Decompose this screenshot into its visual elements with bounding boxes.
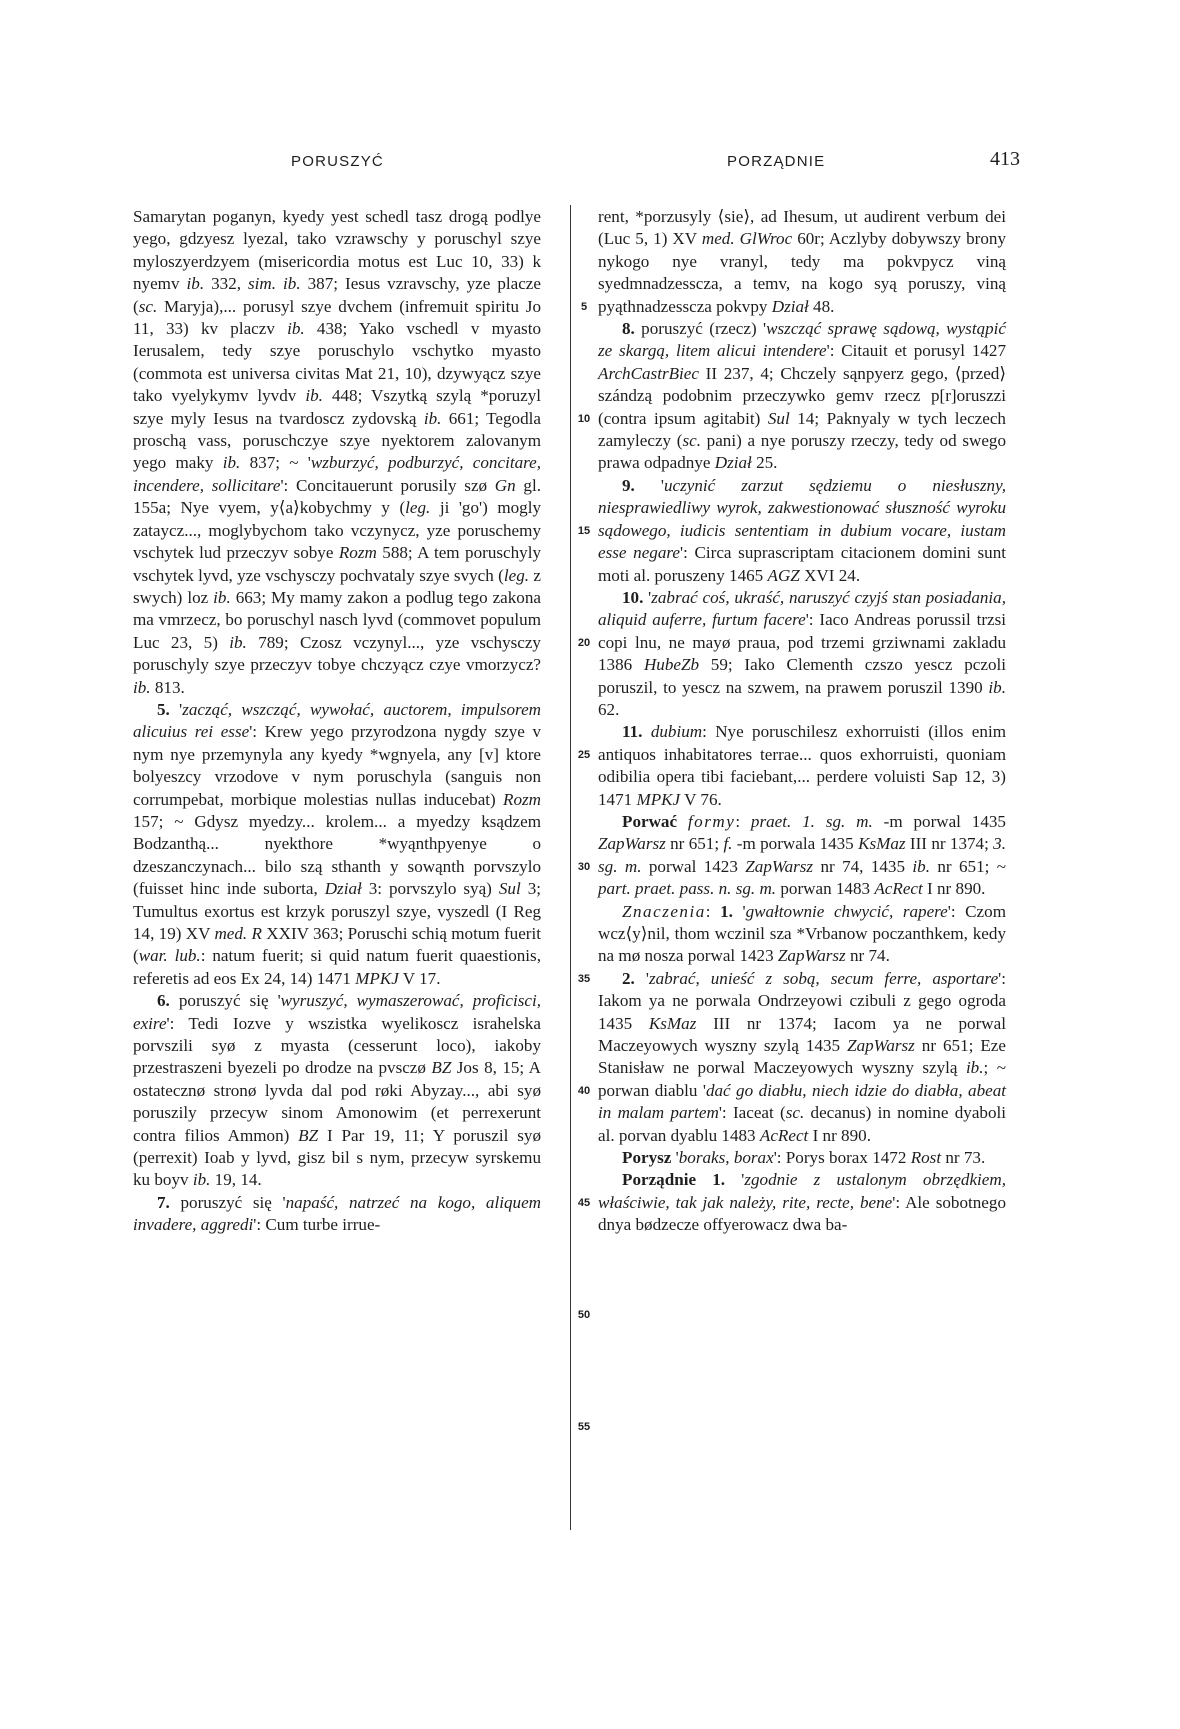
text-run: 837; ~ ' <box>240 453 311 473</box>
text-run: -m porwal 1435 <box>872 811 1006 831</box>
text-run: HubeZb <box>643 655 700 675</box>
text-run: f. <box>723 834 733 854</box>
dictionary-paragraph <box>598 475 1006 587</box>
text-run: -m porwala 1435 <box>732 834 859 854</box>
text-run: nr 651; <box>665 834 724 854</box>
text-run: ib. <box>213 587 231 607</box>
text-run: zabrać, unieść z sobą, secum ferre, asportare <box>648 968 999 988</box>
text-run: II 237, 4; Chczely sąnpyerz gego, ⟨przed⟩ szándzą podobnim przeczywko gemv rzecz p[r]oruszzi (contra ipsum agitabit) <box>598 363 1006 428</box>
page-number: 413 <box>990 148 1020 170</box>
text-run: zabrać coś, ukraść, naruszyć czyjś stan posiadania, aliquid auferre, furtum facere <box>598 587 1007 630</box>
text-run: ib. <box>988 677 1006 697</box>
text-run: 3: porvszylo syą) <box>361 879 499 899</box>
text-run: sc. <box>785 1103 805 1123</box>
text-run: I nr 890. <box>808 1125 871 1145</box>
text-run: war. lub. <box>138 946 201 966</box>
dictionary-paragraph <box>598 318 1006 475</box>
text-run: dać go diabłu, niech idzie do diabła, abeat in malam partem <box>598 1080 1006 1123</box>
text-run: 48. <box>808 296 835 316</box>
text-run: ZapWarsz <box>847 1036 915 1056</box>
text-run: ib. <box>133 677 151 697</box>
text-run: Sul <box>767 408 790 428</box>
text-run: 438; Yako vschedl v myasto Ierusalem, tedy szye poruschylo vschytko myasto (commota est universa civitas Mat 21, 10), dzywyącz szye tako vyelykymv lyvdv <box>133 319 542 406</box>
text-run: boraks, borax <box>678 1148 774 1168</box>
text-run: 813. <box>150 677 185 697</box>
text-run: ib. <box>186 274 205 294</box>
text-run: wyruszyć, wymaszerować, proficisci, exire <box>133 991 541 1033</box>
text-run: ib. <box>192 1170 211 1190</box>
text-run: ' <box>725 1170 745 1190</box>
text-run: ' <box>643 587 652 607</box>
text-run: 11. <box>622 722 643 742</box>
text-run: napaść, natrzeć na kogo, aliquem invadere, aggredi <box>133 1192 541 1235</box>
text-run: ArchCastrBiec <box>598 363 699 383</box>
text-run: 332, <box>204 274 249 294</box>
text-run: part. praet. pass. n. sg. m. <box>598 879 777 899</box>
text-run: Porządnie 1. <box>622 1170 726 1190</box>
text-run: ' <box>671 1148 679 1168</box>
text-run: 1. <box>720 901 733 921</box>
text-run: 448; Vszytką szylą *poruzyl szye myly Iesus na tvardoscz zydovską <box>133 386 542 428</box>
text-run: 14; Paknyaly w tych leczech zamyleczy ( <box>598 408 1006 451</box>
dictionary-paragraph <box>598 901 1006 968</box>
dictionary-paragraph <box>598 206 1006 318</box>
text-run: ' <box>634 475 664 495</box>
text-run: decanus) in nomine dyaboli al. porvan dyablu 1483 <box>598 1103 1006 1145</box>
text-run: 59; Iako Clementh czszo yescz pczoli poruszil, to yescz na szwem, na prawem poruszil 1390 <box>598 655 1006 697</box>
text-run: med. GlWroc <box>701 229 793 249</box>
text-run: poruszyć (rzecz) ' <box>634 319 767 339</box>
line-number: 40 <box>577 1084 591 1097</box>
text-run: gl. 155a; Nye vyem, y⟨a⟩kobychmy y ( <box>133 475 541 518</box>
text-run: I nr 890. <box>922 879 986 899</box>
text-run: ': Iaceat ( <box>718 1103 786 1123</box>
dictionary-paragraph <box>598 811 1006 901</box>
text-run: 3; Tumultus exortus est krzyk poruszyl szye, vyszedl (I Reg 14, 19) XV <box>133 879 541 943</box>
left-column <box>133 206 541 1237</box>
text-run: : <box>735 811 751 831</box>
text-run: gwałtownie chwycić, rapere <box>745 901 948 921</box>
text-run <box>642 722 650 741</box>
text-run: I Par 19, 11; Y poruszil syø (perrexit) Ioab y lyvd, gisz bil s nym, przecyw syrskemu ku boyv <box>133 1125 541 1190</box>
text-run: 7. <box>157 1192 170 1212</box>
text-run: nr 651; Eze Stanisław ne porwal Maczeyowych wyszny szylą <box>598 1036 1006 1078</box>
text-run: Maryja),... porusyl szye dvchem (infremuit spiritu Jo 11, 33) kv placzv <box>133 296 541 339</box>
text-run: formy <box>687 811 736 831</box>
dictionary-paragraph <box>598 587 1006 721</box>
text-run: V 17. <box>398 968 441 988</box>
text-run: 661; Tegodla proschą vass, poruschczye szye nyektorem zalovanym yego maky <box>133 408 541 473</box>
text-run: nr 74, 1435 <box>813 856 913 876</box>
text-run: z swych) loz <box>133 565 541 607</box>
text-run: ib. <box>965 1058 984 1078</box>
line-number: 45 <box>577 1196 591 1209</box>
text-run: 663; My mamy zakon a podlug tego zakona ma vmrzecz, bo poruschyl nasch lyvd (commovet populum Luc 23, 5) <box>133 587 541 652</box>
text-run: 25. <box>751 453 778 473</box>
text-run: Dział <box>771 296 809 316</box>
text-run: ' <box>732 901 746 921</box>
text-run: BZ <box>298 1125 319 1145</box>
text-run: ib. <box>305 386 323 406</box>
text-run: Znaczenia <box>622 901 706 921</box>
dictionary-paragraph <box>598 721 1006 811</box>
text-run: AGZ <box>767 565 800 585</box>
text-run: Rozm <box>338 543 377 563</box>
text-run: 60r; Aczlyby dobywszy brony nykogo nye vranyl, tedy ma pokvpycz viną syedmnadzesscza, a temv, na kogo syą poruszy, viną pyąthnadzesscza pokvpy <box>598 229 1006 316</box>
text-run: Dział <box>324 879 362 899</box>
line-number: 35 <box>577 972 591 985</box>
text-run: poruszyć się ' <box>169 991 281 1011</box>
text-run: 10. <box>622 587 644 607</box>
text-run: ; ~ porwan diablu ' <box>598 1058 1006 1100</box>
running-header-left: PORUSZYĆ <box>291 153 384 170</box>
text-run: ' <box>634 968 649 988</box>
dictionary-paragraph <box>598 1147 1006 1169</box>
line-number: 10 <box>577 412 591 425</box>
text-run: sc. <box>138 296 158 316</box>
text-run: ': Porys borax 1472 <box>773 1148 911 1168</box>
text-run: zgodnie z ustalonym obrzędkiem, właściwie, tak jak należy, rite, recte, bene <box>598 1170 1007 1212</box>
text-run: XXIV 363; Poruschi schią motum fuerit ( <box>133 924 541 966</box>
text-run: Porwać <box>622 811 678 831</box>
text-run <box>677 812 688 831</box>
text-run: uczynić zarzut sędziemu o niesłuszny, niesprawiedliwy wyrok, zakwestionować słuszność wyroku sądowego, iudicis sententiam in dubium vocare, iustam esse negare <box>598 475 1006 563</box>
text-run: Rozm <box>503 789 541 809</box>
text-run: ZapWarsz <box>745 856 814 876</box>
text-run: wzburzyć, podburzyć, concitare, incendere, sollicitare <box>133 453 541 495</box>
text-run: : <box>705 901 721 921</box>
text-run: Sul <box>498 879 521 899</box>
dictionary-paragraph <box>133 699 541 990</box>
text-run: zacząć, wszcząć, wywołać, auctorem, impulsorem alicuius rei esse <box>133 699 542 742</box>
text-run: III nr 1374; <box>905 834 994 854</box>
text-run: sim. ib. <box>248 274 301 294</box>
text-run: 588; A tem poruschyly vschytek lyvd, yze vschysczy pochvataly szye svych ( <box>133 543 541 585</box>
text-run: 19, 14. <box>210 1170 262 1190</box>
text-run: 157; ~ Gdysz myedzy... krolem... a myedzy ksądzem Bodzanthą... nyekthore *wyąnthpyenye o dzeszanczynach... bilo szą sthanth y sowąnth porvszylo (fuisset hinc inde suborta, <box>133 811 541 899</box>
text-run: porwal 1423 <box>641 856 746 876</box>
text-run: 2. <box>622 968 635 988</box>
line-number: 30 <box>577 860 591 873</box>
text-run: III nr 1374; Iacom ya ne porwal Maczeyowych wyszny szylą 1435 <box>598 1013 1006 1056</box>
dictionary-paragraph <box>133 990 541 1192</box>
text-run: ': Iakom ya ne porwala Ondrzeyowi czibuli z gego ogroda 1435 <box>598 968 1007 1033</box>
text-run: 8. <box>622 319 635 339</box>
text-run: : natum fuerit; si quid natum fuerit quaestionis, referetis ad eos Ex 24, 14) 1471 <box>133 946 541 988</box>
text-run: Samarytan poganyn, kyedy yest schedl tasz drogą podlye yego, gdzyesz lyezal, tako vzrawschy y poruschyl szye myloszyerdzyem (misericordia motus est Luc 10, 33) k nyemv <box>133 207 541 294</box>
text-run: KsMaz <box>858 834 906 854</box>
text-run: ': Czom wcz⟨y⟩nil, thom wczinil sza *Vrbanow poczanthkem, kedy na mø nosza porwal 1423 <box>598 901 1006 966</box>
text-run: ': Cum turbe irrue- <box>253 1215 381 1235</box>
dictionary-paragraph <box>598 968 1006 1147</box>
text-run: ib. <box>287 319 305 339</box>
text-run: ': Citauit et porusyl 1427 <box>826 341 1007 361</box>
text-run: ji 'go') mogly zataycz..., moglybychom tako vczynycz, yze poruschemy vschytek lud przeczyv sobye <box>133 498 541 563</box>
text-run: pani) a nye poruszy rzeczy, tedy od swego prawa odpadnye <box>598 431 1006 473</box>
text-run: sc. <box>682 431 701 451</box>
text-run: ZapWarsz <box>777 946 846 966</box>
text-run: ': Ale sobotnego dnya bødzecze offyerowacz dwa ba- <box>598 1192 1006 1235</box>
text-run: 387; Iesus vzravschy, yze placze ( <box>133 274 541 316</box>
text-run: 62. <box>598 699 620 719</box>
text-run: nr 73. <box>941 1148 986 1168</box>
text-run: nr 651; ~ <box>929 856 1007 876</box>
text-run: Gn <box>494 475 516 495</box>
text-run: porwan 1483 <box>776 879 875 899</box>
text-run: AcRect <box>759 1125 809 1145</box>
dictionary-paragraph <box>598 1169 1006 1236</box>
text-run: poruszyć się ' <box>169 1192 286 1212</box>
text-run: med. R <box>214 924 262 943</box>
text-run: ' <box>169 699 183 719</box>
text-run: ib. <box>423 408 442 428</box>
text-run: Dział <box>714 453 752 473</box>
text-run: leg. <box>503 565 530 585</box>
right-column <box>598 206 1006 1237</box>
text-run: dubium <box>650 722 703 742</box>
text-run: XVI 24. <box>799 565 861 585</box>
text-run: ZapWarsz <box>598 834 666 854</box>
text-run: ': Krew yego przyrodzona nygdy szye v nym nye przemynyla any kyedy *wgnyela, any [v] ktore bolyeszcy vrzodove v nym poruschyla (sanguis non corrumpebat, morbique molestias nullas inducebat) <box>133 722 542 809</box>
text-run: Rost <box>910 1148 942 1168</box>
text-run: MPKJ <box>636 789 681 809</box>
line-number: 25 <box>577 748 591 761</box>
line-number: 5 <box>580 300 588 313</box>
text-run: ': Iaco Andreas porussil trzsi copi lnu, ne mayø praua, pod trzemi grziwnami zakladu 1386 <box>598 610 1006 675</box>
text-run: wszcząć sprawę sądową, wystąpić ze skargą, litem alicui intendere <box>598 319 1006 361</box>
text-run: Porysz <box>622 1148 672 1168</box>
line-number: 15 <box>577 524 591 537</box>
text-run: BZ <box>431 1058 452 1078</box>
line-number: 50 <box>577 1308 591 1321</box>
text-run: ': Circa suprascriptam citacionem domini sunt moti al. poruszeny 1465 <box>598 543 1006 585</box>
running-header-right: PORZĄDNIE <box>727 153 826 170</box>
text-run: rent, *porzusyly ⟨sie⟩, ad Ihesum, ut audirent verbum dei (Luc 5, 1) XV <box>598 207 1006 249</box>
text-run: ': Concitauerunt porusily szø <box>280 475 495 495</box>
text-run: 6. <box>157 991 170 1011</box>
text-run: V 76. <box>680 789 722 809</box>
text-run: ib. <box>912 856 930 876</box>
text-run: ib. <box>229 632 247 652</box>
text-run: Jos 8, 15; A ostatecznø stronø lyvda dal pod røki Abyzay..., abi syø poruszily przecyw sinom Amonowim (et perrexerunt contra filios Ammon) <box>133 1058 541 1145</box>
line-number: 55 <box>577 1420 591 1433</box>
text-run: ': Tedi Iozve y wszistka wyelikoscz israhelska porvszili syø z myasta (cesserunt loco), iakoby przestraszeni byezeli po drodze na pvsczø <box>133 1013 541 1078</box>
text-run: 3. sg. m. <box>598 834 1006 876</box>
text-run: KsMaz <box>648 1013 697 1033</box>
dictionary-paragraph <box>133 1192 541 1237</box>
text-run: 5. <box>157 699 170 719</box>
text-run: leg. <box>405 498 431 518</box>
text-run: AcRect <box>874 879 923 899</box>
dictionary-paragraph <box>133 206 541 699</box>
text-run: 9. <box>622 475 635 495</box>
text-run: 789; Czosz vczynyl..., yze vschysczy poruschyly szye przeczyv tobye chczyącz czye vmorzycz? <box>133 632 541 675</box>
text-run: ib. <box>222 453 241 473</box>
text-run: praet. 1. sg. m. <box>750 811 873 831</box>
text-run: nr 74. <box>845 946 890 966</box>
line-number: 20 <box>577 636 591 649</box>
text-run: MPKJ <box>355 968 399 988</box>
text-run: : Nye poruschilesz exhorruisti (illos enim antiquos inhabitatores terrae... quos exhorruisti, quoniam odibilia opera tibi faciebant,... perdere voluisti Sap 12, 3) 1471 <box>598 722 1006 809</box>
